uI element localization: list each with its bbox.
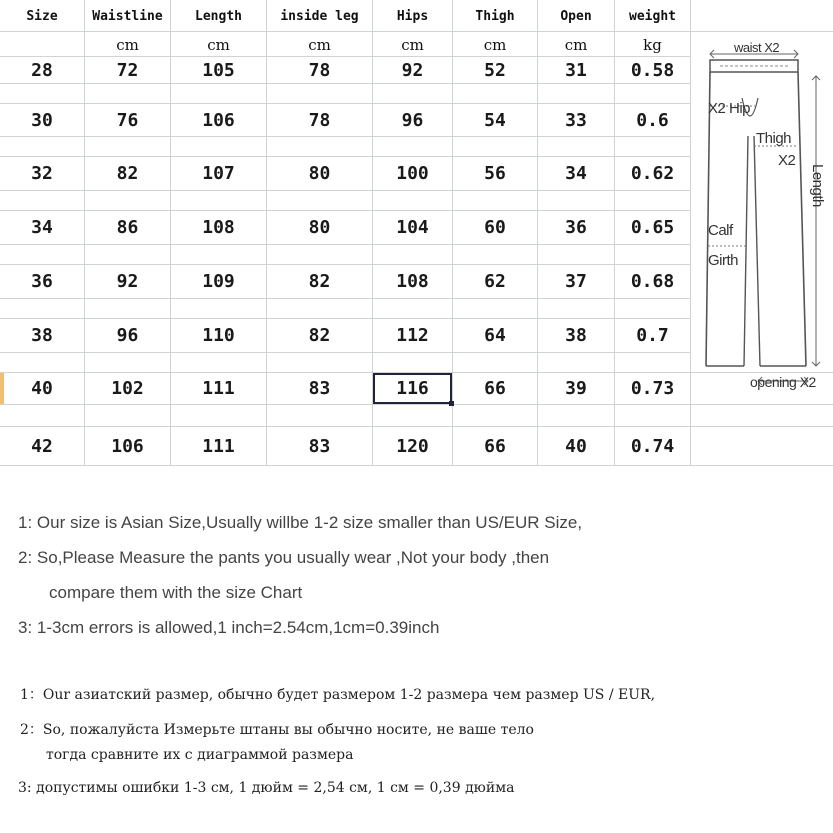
cell-weight[interactable]: 0.7: [636, 325, 669, 346]
cell-hips[interactable]: 92: [401, 59, 424, 81]
cell-hips[interactable]: 120: [396, 435, 429, 457]
unit-thigh[interactable]: cm: [483, 35, 507, 54]
cell-open[interactable]: 36: [565, 217, 587, 238]
cell-length[interactable]: 107: [202, 163, 235, 184]
header-length[interactable]: Length: [195, 8, 242, 24]
note-en-2: 2: So,Please Measure the pants you usually wear ,Not your body ,then: [18, 548, 550, 567]
grid-line: [0, 352, 690, 353]
header-thigh[interactable]: Thigh: [475, 8, 515, 24]
cell-hips[interactable]: 104: [396, 217, 429, 238]
cell-size[interactable]: 42: [31, 435, 53, 457]
cell-inside-leg[interactable]: 82: [308, 271, 331, 292]
unit-weight[interactable]: kg: [643, 35, 662, 54]
cell-inside-leg[interactable]: 82: [308, 325, 331, 346]
cell-waistline[interactable]: 106: [111, 435, 144, 457]
grid-line: [0, 136, 690, 137]
diagram-label-girth: Girth: [708, 252, 739, 269]
cell-hips[interactable]: 112: [396, 325, 429, 346]
header-waistline[interactable]: Waistline: [92, 8, 163, 24]
cell-thigh[interactable]: 56: [484, 163, 506, 184]
cell-thigh[interactable]: 54: [484, 109, 506, 131]
cell-weight[interactable]: 0.6: [636, 109, 669, 131]
pants-measurement-diagram: [698, 36, 833, 406]
cell-weight[interactable]: 0.58: [630, 59, 675, 81]
cell-size[interactable]: 36: [31, 271, 53, 292]
cell-length[interactable]: 106: [202, 109, 235, 131]
cell-hips[interactable]: 108: [396, 271, 429, 292]
cell-hips[interactable]: 96: [401, 109, 424, 131]
cell-open[interactable]: 33: [565, 109, 587, 131]
cell-inside-leg[interactable]: 80: [308, 163, 331, 184]
note-ru-3: 3: допустимы ошибки 1-3 см, 1 дюйм = 2,54 см, 1 см = 0,39 дюйма: [18, 780, 515, 796]
cell-length[interactable]: 109: [202, 271, 235, 292]
cell-length[interactable]: 111: [202, 378, 235, 399]
cell-waistline[interactable]: 82: [116, 163, 139, 184]
cell-thigh[interactable]: 60: [484, 217, 506, 238]
grid-line: [0, 244, 690, 245]
grid-line: [690, 0, 691, 466]
unit-waistline[interactable]: cm: [116, 35, 139, 54]
note-en-1: 1: Our size is Asian Size,Usually willbe 1-2 size smaller than US/EUR Size,: [18, 513, 583, 532]
header-hips[interactable]: Hips: [396, 8, 429, 24]
cell-inside-leg[interactable]: 78: [308, 109, 331, 131]
cell-thigh[interactable]: 52: [484, 59, 506, 81]
cell-size[interactable]: 40: [31, 378, 53, 399]
cell-thigh[interactable]: 66: [484, 378, 506, 399]
cell-thigh[interactable]: 64: [484, 325, 506, 346]
cell-waistline[interactable]: 72: [116, 59, 139, 81]
grid-line: [0, 298, 690, 299]
note-en-2-cont: compare them with the size Chart: [49, 583, 303, 602]
header-weight[interactable]: weight: [629, 8, 676, 24]
cell-inside-leg[interactable]: 83: [308, 435, 331, 457]
cell-size[interactable]: 38: [31, 325, 53, 346]
cell-weight[interactable]: 0.62: [630, 163, 675, 184]
cell-open[interactable]: 31: [565, 59, 587, 81]
cell-waistline[interactable]: 86: [116, 217, 139, 238]
note-en-3: 3: 1-3cm errors is allowed,1 inch=2.54cm,1cm=0.39inch: [18, 618, 440, 637]
cell-weight[interactable]: 0.74: [630, 435, 675, 457]
diagram-label-thigh: Thigh: [756, 130, 792, 147]
unit-length[interactable]: cm: [207, 35, 230, 54]
cell-size[interactable]: 30: [31, 109, 53, 131]
header-open[interactable]: Open: [560, 8, 592, 24]
cell-inside-leg[interactable]: 80: [308, 217, 331, 238]
cell-size[interactable]: 28: [31, 59, 53, 81]
diagram-label-thigh-x2: X2: [778, 152, 796, 169]
cell-open[interactable]: 37: [565, 271, 587, 292]
note-ru-1: 1：Our азиатский размер, обычно будет размером 1-2 размера чем размер US / EUR,: [20, 687, 656, 703]
unit-open[interactable]: cm: [564, 35, 588, 54]
cell-inside-leg[interactable]: 78: [308, 59, 331, 81]
cell-weight[interactable]: 0.65: [630, 217, 675, 238]
cell-size[interactable]: 32: [31, 163, 53, 184]
diagram-label-length: Length: [809, 164, 826, 207]
grid-line: [0, 465, 833, 466]
cell-length[interactable]: 111: [202, 435, 235, 457]
pants-outline-icon: [698, 36, 833, 406]
diagram-label-calf: Calf: [708, 222, 733, 239]
cell-size[interactable]: 34: [31, 217, 53, 238]
cell-open[interactable]: 34: [565, 163, 587, 184]
grid-line: [0, 83, 690, 84]
diagram-label-hip: X2 Hip: [708, 100, 751, 117]
unit-inside-leg[interactable]: cm: [308, 35, 331, 54]
cell-weight[interactable]: 0.68: [630, 271, 675, 292]
note-ru-2-cont: тогда сравните их с диаграммой размера: [46, 747, 354, 763]
diagram-label-waist: waist X2: [734, 40, 780, 55]
cell-waistline[interactable]: 92: [116, 271, 139, 292]
header-inside-leg[interactable]: inside leg: [280, 8, 359, 24]
cell-open[interactable]: 38: [565, 325, 587, 346]
selected-cell[interactable]: 116: [373, 373, 452, 404]
cell-length[interactable]: 105: [202, 59, 235, 81]
cell-open[interactable]: 40: [565, 435, 587, 457]
cell-thigh[interactable]: 66: [484, 435, 506, 457]
cell-thigh[interactable]: 62: [484, 271, 506, 292]
cell-waistline[interactable]: 102: [111, 378, 144, 399]
grid-line: [0, 31, 833, 32]
cell-length[interactable]: 108: [202, 217, 235, 238]
cell-waistline[interactable]: 76: [116, 109, 139, 131]
cell-open[interactable]: 39: [565, 378, 587, 399]
unit-hips[interactable]: cm: [401, 35, 424, 54]
cell-length[interactable]: 110: [202, 325, 235, 346]
cell-inside-leg[interactable]: 83: [308, 378, 331, 399]
note-ru-2: 2：So, пожалуйста Измерьте штаны вы обычно носите, не ваше тело: [20, 722, 534, 738]
diagram-label-opening: opening X2: [750, 374, 816, 390]
grid-line: [0, 190, 690, 191]
cell-hips[interactable]: 100: [396, 163, 429, 184]
cell-waistline[interactable]: 96: [116, 325, 139, 346]
cell-weight[interactable]: 0.73: [630, 378, 675, 399]
header-size[interactable]: Size: [26, 8, 58, 24]
